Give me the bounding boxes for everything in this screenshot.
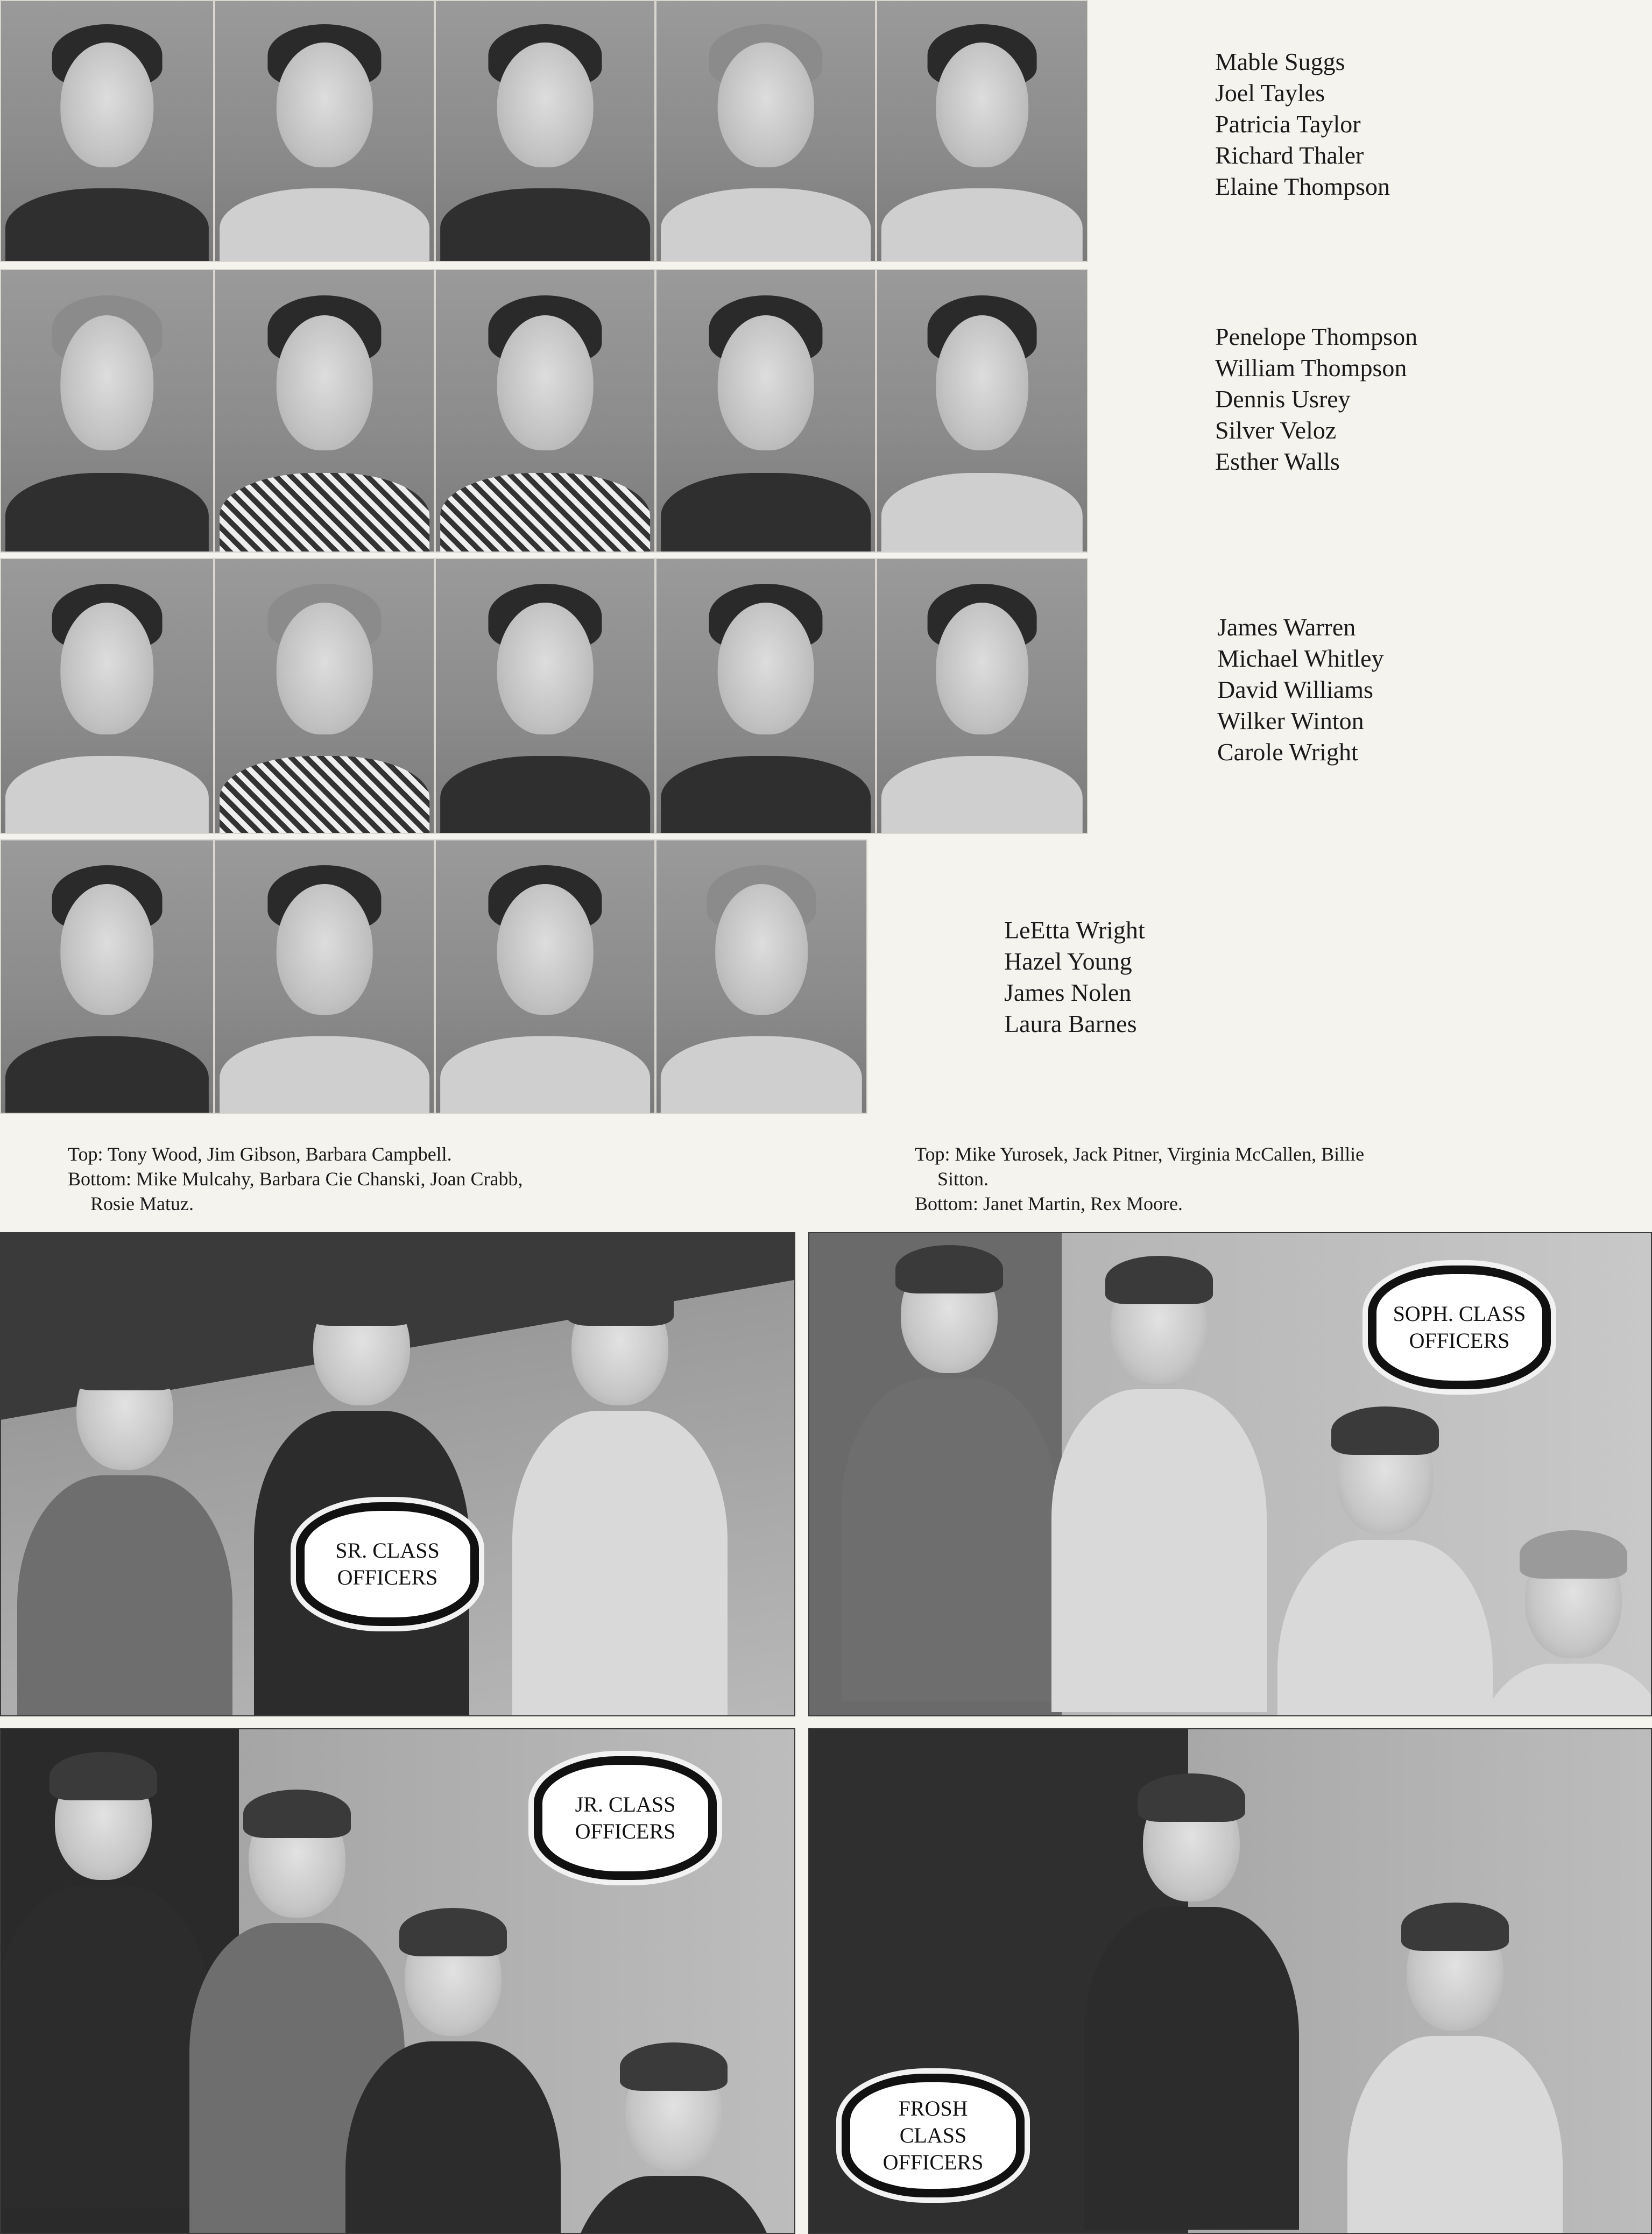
name-list-row-2: [1215, 321, 1417, 477]
person-figure: [1374, 1912, 1536, 2234]
senior-officers-photo: [0, 1232, 795, 1716]
person-figure: [539, 1287, 701, 1716]
student-name: Esther Walls: [1215, 448, 1340, 475]
person-figure: [593, 2052, 754, 2234]
portrait-photo: [655, 839, 867, 1114]
caption-top-line: Top: Mike Yurosek, Jack Pitner, Virginia McCallen, Billie: [915, 1143, 1365, 1165]
portrait-photo: [214, 839, 435, 1114]
student-name: William Thompson: [1215, 354, 1407, 381]
student-name: Wilker Winton: [1217, 707, 1364, 734]
caption-bottom-line: Bottom: Mike Mulcahy, Barbara Cie Chanski, Joan Crabb,: [68, 1168, 523, 1190]
junior-officers-photo: [0, 1728, 795, 2234]
student-name: Dennis Usrey: [1215, 385, 1351, 413]
student-name: Mable Suggs: [1215, 48, 1345, 75]
badge-label: FROSH CLASS OFFICERS: [883, 2096, 984, 2174]
badge-label: SOPH. CLASS OFFICERS: [1393, 1302, 1526, 1353]
student-name: Elaine Thompson: [1215, 173, 1390, 200]
student-name: Richard Thaler: [1215, 142, 1364, 169]
freshman-officers-photo: [808, 1728, 1652, 2234]
name-list-row-4: [1004, 915, 1145, 1040]
portrait-photo: [214, 0, 435, 262]
portrait-photo: [655, 269, 876, 553]
caption-right: [915, 1142, 1614, 1216]
caption-top-line: Top: Tony Wood, Jim Gibson, Barbara Campbell.: [68, 1143, 452, 1165]
portrait-photo: [435, 269, 655, 553]
portrait-photo: [214, 558, 435, 834]
student-name: Penelope Thompson: [1215, 323, 1418, 350]
student-name: Patricia Taylor: [1215, 110, 1361, 138]
student-name: LeEtta Wright: [1004, 916, 1145, 944]
portrait-photo: [435, 558, 655, 834]
badge-label: SR. CLASS OFFICERS: [335, 1538, 440, 1589]
student-name: James Nolen: [1004, 979, 1132, 1006]
person-figure: [1078, 1266, 1240, 1712]
portrait-photo: [435, 0, 655, 262]
person-figure: [1304, 1416, 1466, 1716]
portrait-photo: [876, 0, 1088, 262]
caption-top-continued: Sitton.: [937, 1168, 989, 1190]
portrait-photo: [435, 839, 655, 1114]
portrait-photo: [876, 269, 1088, 553]
junior-class-badge: [534, 1756, 717, 1880]
student-name: Michael Whitley: [1217, 645, 1384, 672]
student-name: David Williams: [1217, 676, 1373, 703]
portrait-photo: [655, 0, 876, 262]
sophomore-officers-photo: [808, 1232, 1652, 1716]
caption-left: [68, 1142, 810, 1216]
caption-bottom-continued: Rosie Matuz.: [90, 1193, 194, 1214]
student-name: Hazel Young: [1004, 948, 1132, 975]
student-name: Joel Tayles: [1215, 79, 1325, 107]
sophomore-class-badge: [1368, 1266, 1551, 1389]
portrait-photo: [0, 558, 214, 834]
badge-label: JR. CLASS OFFICERS: [575, 1792, 676, 1843]
person-figure: [1111, 1783, 1272, 2230]
senior-class-badge: [296, 1502, 479, 1626]
person-figure: [23, 1762, 184, 2208]
name-list-row-3: [1217, 612, 1384, 768]
portrait-photo: [214, 269, 435, 553]
name-list-row-1: [1215, 46, 1390, 202]
student-name: James Warren: [1217, 613, 1356, 641]
person-figure: [281, 1287, 442, 1716]
freshman-class-badge: [842, 2074, 1025, 2197]
person-figure: [1493, 1540, 1652, 1716]
student-name: Carole Wright: [1217, 738, 1358, 766]
portrait-photo: [655, 558, 876, 834]
portrait-photo: [876, 558, 1088, 834]
caption-bottom-line: Bottom: Janet Martin, Rex Moore.: [915, 1193, 1183, 1214]
portrait-photo: [0, 839, 214, 1114]
person-figure: [44, 1352, 206, 1716]
person-figure: [372, 1918, 534, 2234]
person-figure: [869, 1255, 1030, 1701]
student-name: Silver Veloz: [1215, 416, 1337, 444]
portrait-photo: [0, 0, 214, 262]
student-name: Laura Barnes: [1004, 1010, 1137, 1037]
portrait-photo: [0, 269, 214, 553]
